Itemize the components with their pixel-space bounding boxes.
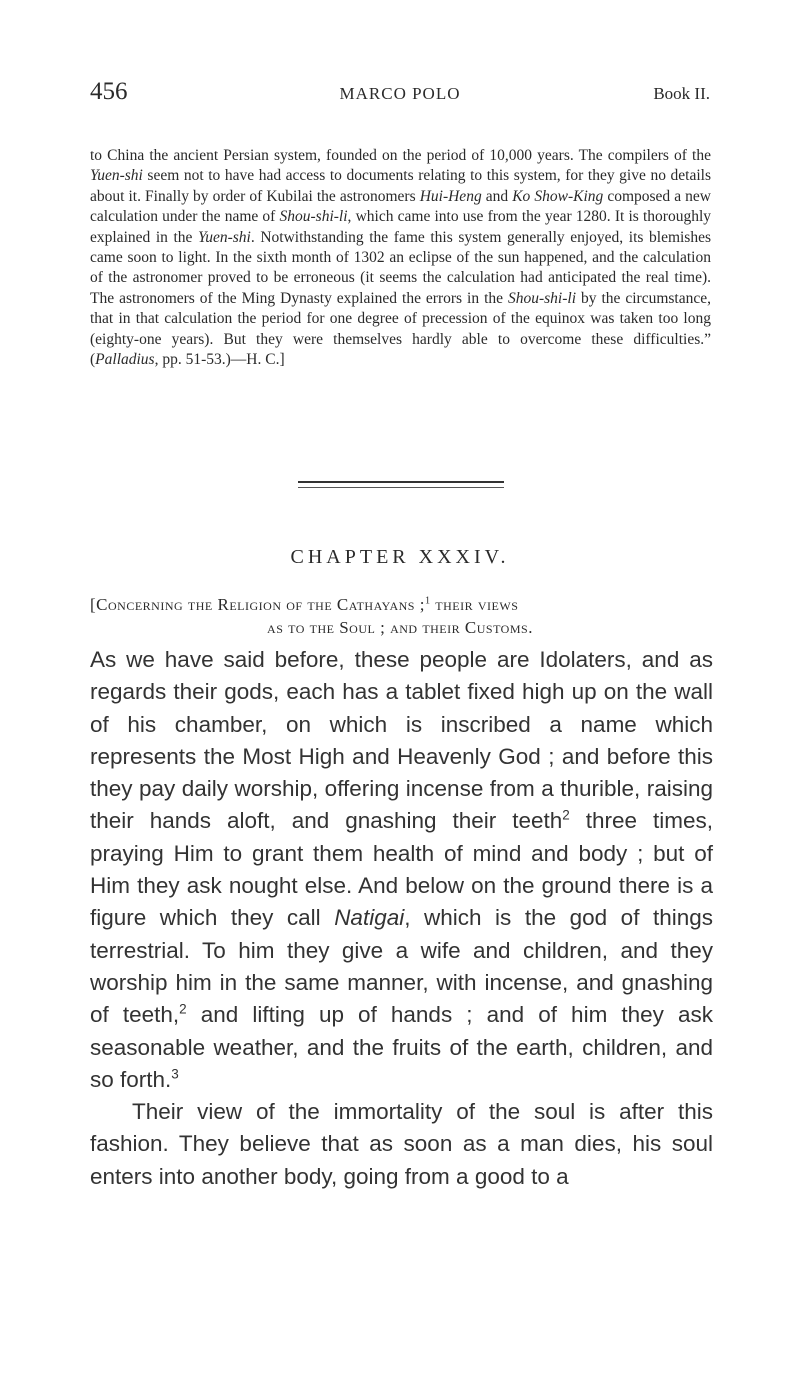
body-text: As we have said before, these people are Idolaters, and as regards their gods, each has a tablet fixed high up on the wall of his chamber, on which is inscribed a name which represents the Most High and Heavenly God ; and before this they pay daily worship, offering incense from a thurible, raising their hands aloft, and gnashing their teeth: [90, 647, 713, 834]
footnote-marker: 2: [562, 807, 570, 823]
note-text: , pp. 51-53.)—H. C.]: [154, 351, 285, 369]
section-divider-thin: [298, 487, 504, 488]
note-text: by the circumstance, that in that calculation the period for one degree of precession of the equinox was taken too long (eighty-one years). But they were themselves hardly able to overcome these difficulties.” (: [90, 289, 712, 369]
footnote-marker: 3: [171, 1066, 179, 1082]
note-italic-term: Hui-Heng: [419, 187, 482, 205]
note-citation: Palladius: [95, 351, 155, 369]
note-text: and: [481, 187, 513, 205]
chapter-heading: [90, 593, 710, 639]
body-text: three times, praying Him to grant them health of mind and body ; but of Him they ask nought else. And below on the ground there is a figure which they call: [90, 808, 714, 931]
note-text: seem not to have had access to documents relating to this system, for they give no details about it. Finally by order of Kubilai the astronomers: [90, 167, 711, 205]
note-text: , which came into use from the year 1280. It is thoroughly explained in the: [90, 208, 711, 246]
note-text: to China the ancient Persian system, founded on the period of 10,000 years. The compilers of the: [90, 147, 711, 164]
chapter-body: [90, 644, 713, 1193]
note-text: composed a new calculation under the name of: [90, 187, 711, 226]
chapter-title: CHAPTER XXXIV.: [290, 546, 510, 568]
note-italic-term: Shou-shi-li: [507, 289, 577, 307]
footnote-continuation: [90, 146, 711, 370]
heading-text: [Concerning the Religion of the Cathayans ;: [90, 595, 425, 614]
footnote-marker: 1: [424, 595, 431, 607]
book-label: Book II.: [653, 84, 710, 103]
note-text: . Notwithstanding the fame this system generally enjoyed, its blemishes came soon to light. In the sixth month of 1302 an eclipse of the sun happened, and the calculation of the astronomer proved to be erroneous (it seems the calculation had anticipated the real time). The astronomers of the Ming Dynasty explained the errors in the: [90, 228, 712, 307]
note-italic-term: Shou-shi-li: [279, 208, 348, 226]
note-italic-term: Ko Show-King: [512, 187, 604, 205]
body-paragraph: Their view of the immortality of the soul is after this fashion. They believe that as soon as a man dies, his soul enters into another body, going from a good to a: [90, 1099, 713, 1189]
footnote-marker: 2: [179, 1001, 187, 1017]
heading-text: their views: [430, 595, 519, 614]
body-text: and lifting up of hands ; and of him they ask seasonable weather, and the fruits of the earth, children, and so forth.: [90, 1002, 713, 1092]
note-italic-term: Yuen-shi: [90, 167, 143, 185]
italic-term: Natigai: [334, 905, 405, 931]
page-header: [90, 78, 710, 118]
body-paragraph: [90, 644, 713, 1096]
running-title: MARCO POLO: [339, 84, 461, 103]
heading-line-2: as to the Soul ; and their Customs.: [267, 618, 533, 637]
body-text: , which is the god of things terrestrial. To him they give a wife and children, and they worship him in the same manner, with incense, and gnashing of teeth,: [90, 905, 714, 1028]
section-divider: [298, 481, 504, 483]
note-italic-term: Yuen-shi: [198, 228, 251, 246]
page-number: 456: [90, 78, 128, 105]
note-paragraph: [90, 146, 711, 370]
